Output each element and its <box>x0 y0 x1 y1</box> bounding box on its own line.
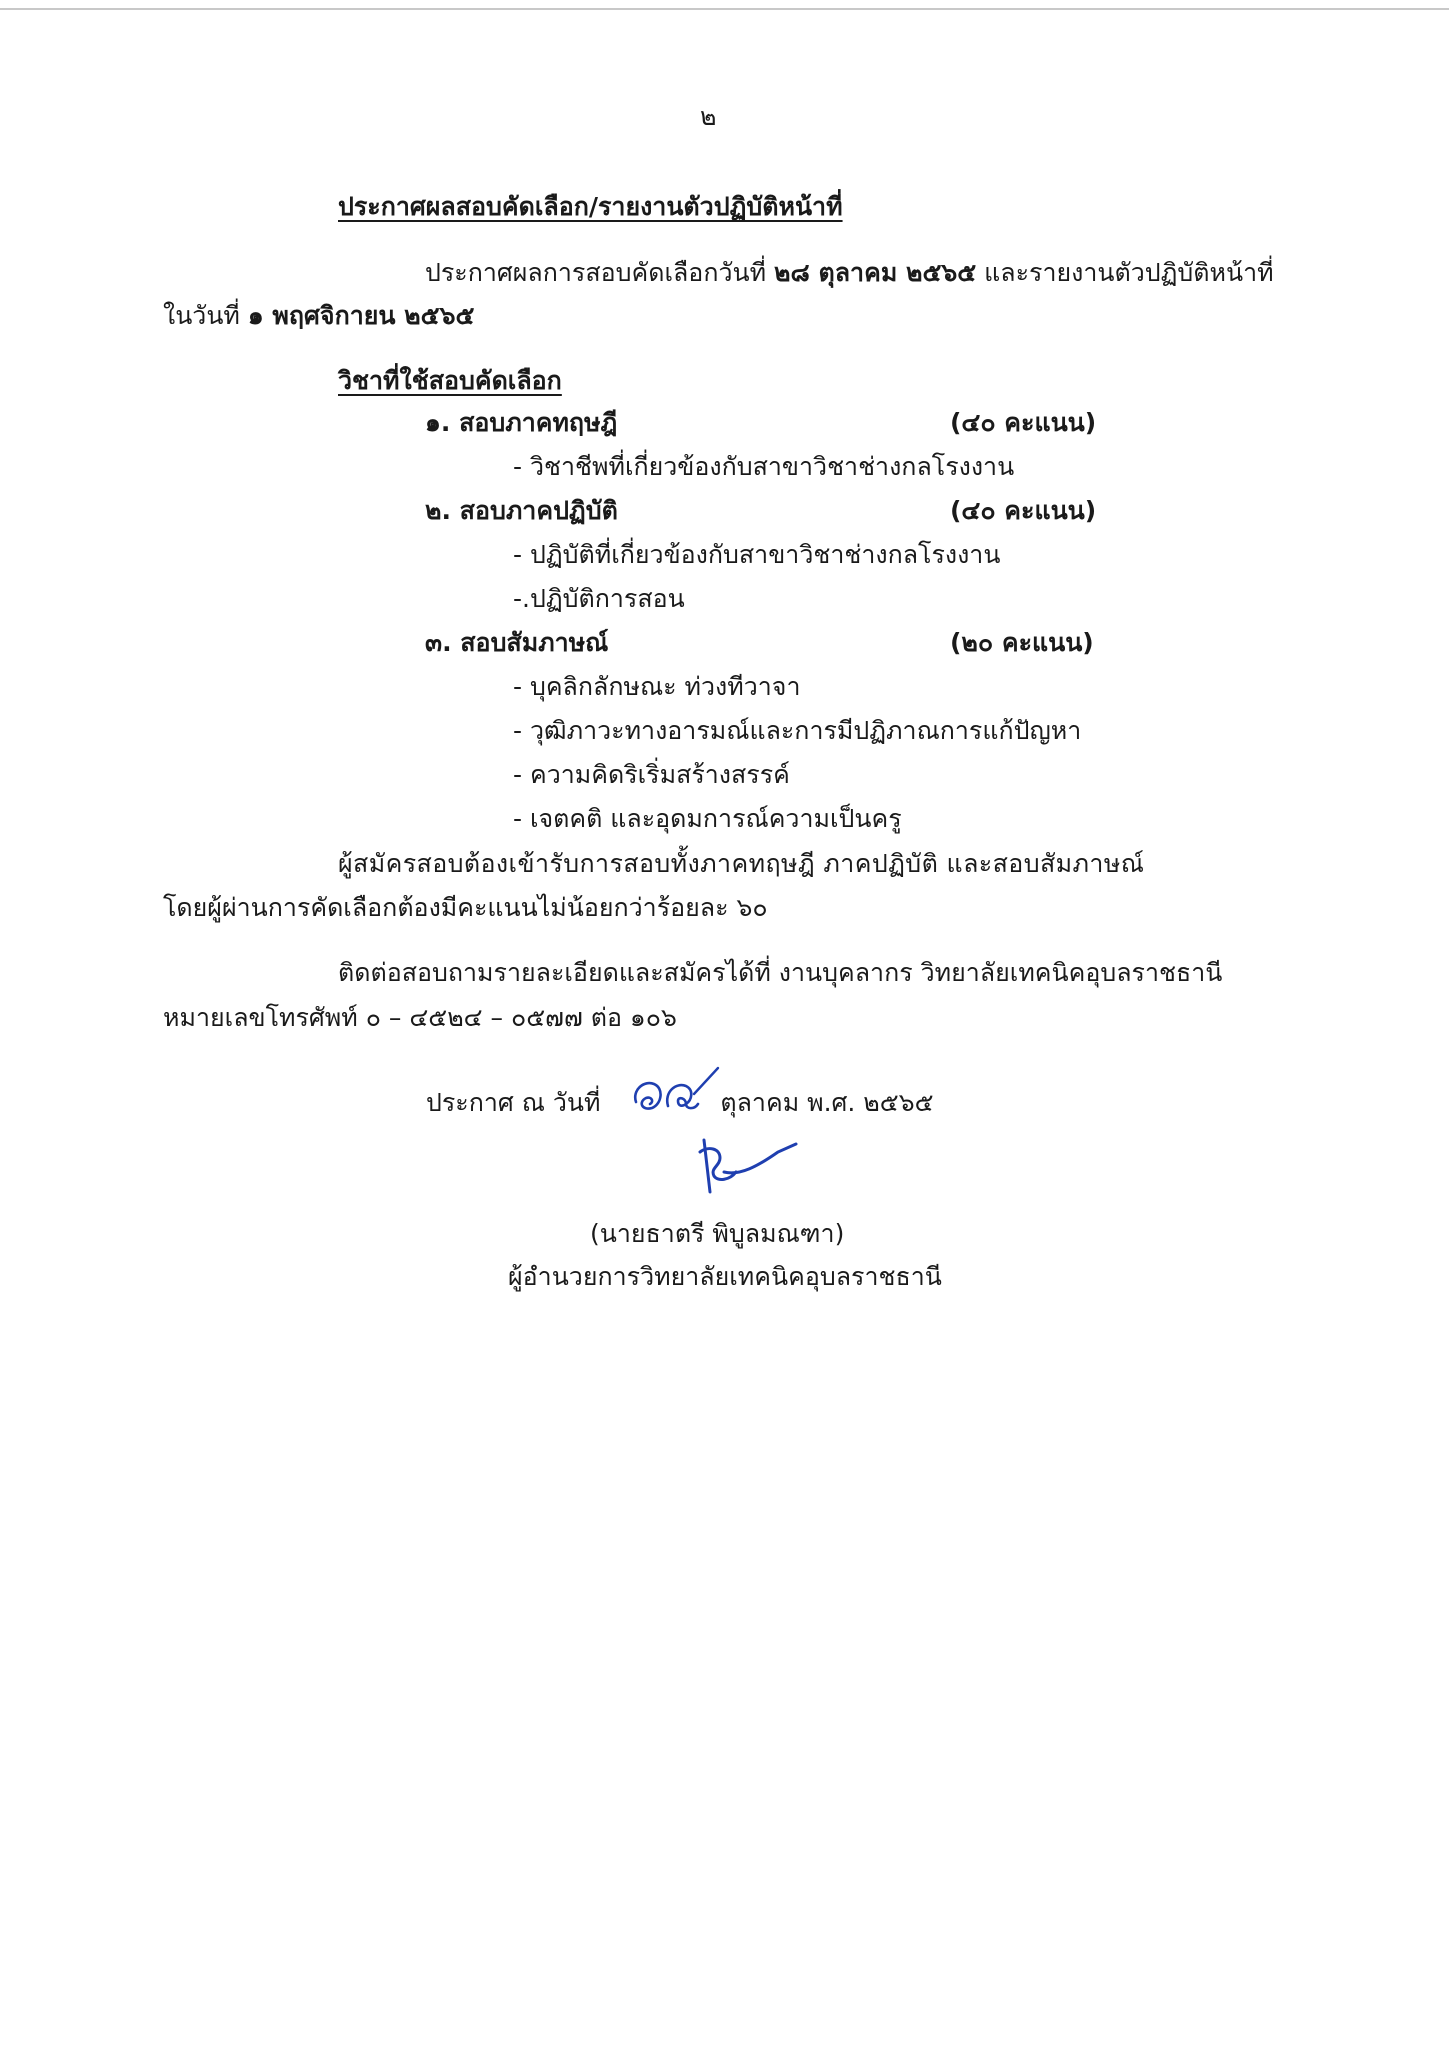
announcement-date-prefix: ประกาศ ณ วันที่ <box>426 1088 601 1117</box>
subject-score: (๔๐ คะแนน) <box>950 408 1097 437</box>
signature-mark <box>690 1132 800 1198</box>
announcement-line-1 <box>425 258 1274 288</box>
subject-detail: - บุคลิกลักษณะ ท่วงทีวาจา <box>513 672 801 701</box>
announcement-date-suffix: ตุลาคม พ.ศ. ๒๕๖๕ <box>720 1088 934 1117</box>
page-top-edge <box>0 8 1449 10</box>
announcement-line-1-suffix: และรายงานตัวปฏิบัติหน้าที่ <box>984 258 1274 287</box>
subject-detail: -.ปฏิบัติการสอน <box>513 584 685 613</box>
requirement-line-1: ผู้สมัครสอบต้องเข้ารับการสอบทั้งภาคทฤษฎี ภาคปฏิบัติ และสอบสัมภาษณ์ <box>338 849 1145 878</box>
contact-phone-line: หมายเลขโทรศัพท์ ๐ – ๔๕๒๔ – ๐๕๗๗ ต่อ ๑๐๖ <box>163 1003 677 1032</box>
subject-detail: - วุฒิภาวะทางอารมณ์และการมีปฏิภาณการแก้ปัญหา <box>513 716 1082 745</box>
requirement-line-2: โดยผู้ผ่านการคัดเลือกต้องมีคะแนนไม่น้อยกว่าร้อยละ ๖๐ <box>163 893 768 922</box>
announcement-line-1-prefix: ประกาศผลการสอบคัดเลือกวันที่ <box>425 258 767 287</box>
subject-score: (๒๐ คะแนน) <box>950 628 1094 657</box>
handwritten-day-mark <box>628 1064 724 1124</box>
subject-title: ๒. สอบภาคปฏิบัติ <box>425 496 618 525</box>
signatory-title: ผู้อำนวยการวิทยาลัยเทคนิคอุบลราชธานี <box>508 1262 942 1291</box>
subject-detail: - ปฏิบัติที่เกี่ยวข้องกับสาขาวิชาช่างกลโรงงาน <box>513 540 1001 569</box>
page-number: ๒ <box>700 102 717 131</box>
announcement-line-2 <box>163 301 474 331</box>
subject-score: (๔๐ คะแนน) <box>950 496 1097 525</box>
report-date: ๑ พฤศจิกายน ๒๕๖๕ <box>247 301 475 330</box>
subject-title: ๓. สอบสัมภาษณ์ <box>425 628 609 657</box>
announcement-line-2-prefix: ในวันที่ <box>163 301 240 330</box>
subject-detail: - ความคิดริเริ่มสร้างสรรค์ <box>513 760 790 789</box>
signatory-name: (นายธาตรี พิบูลมณฑา) <box>590 1219 845 1248</box>
contact-line-1: ติดต่อสอบถามรายละเอียดและสมัครได้ที่ งานบุคลากร วิทยาลัยเทคนิคอุบลราชธานี <box>338 958 1223 987</box>
result-date: ๒๘ ตุลาคม ๒๕๖๕ <box>774 258 977 287</box>
subject-detail: - วิชาชีพที่เกี่ยวข้องกับสาขาวิชาช่างกลโรงงาน <box>513 452 1015 481</box>
subject-detail: - เจตคติ และอุดมการณ์ความเป็นครู <box>513 804 902 833</box>
announcement-heading: ประกาศผลสอบคัดเลือก/รายงานตัวปฏิบัติหน้าที่ <box>338 192 843 221</box>
subject-title: ๑. สอบภาคทฤษฎี <box>425 408 618 437</box>
subjects-heading: วิชาที่ใช้สอบคัดเลือก <box>338 366 562 395</box>
